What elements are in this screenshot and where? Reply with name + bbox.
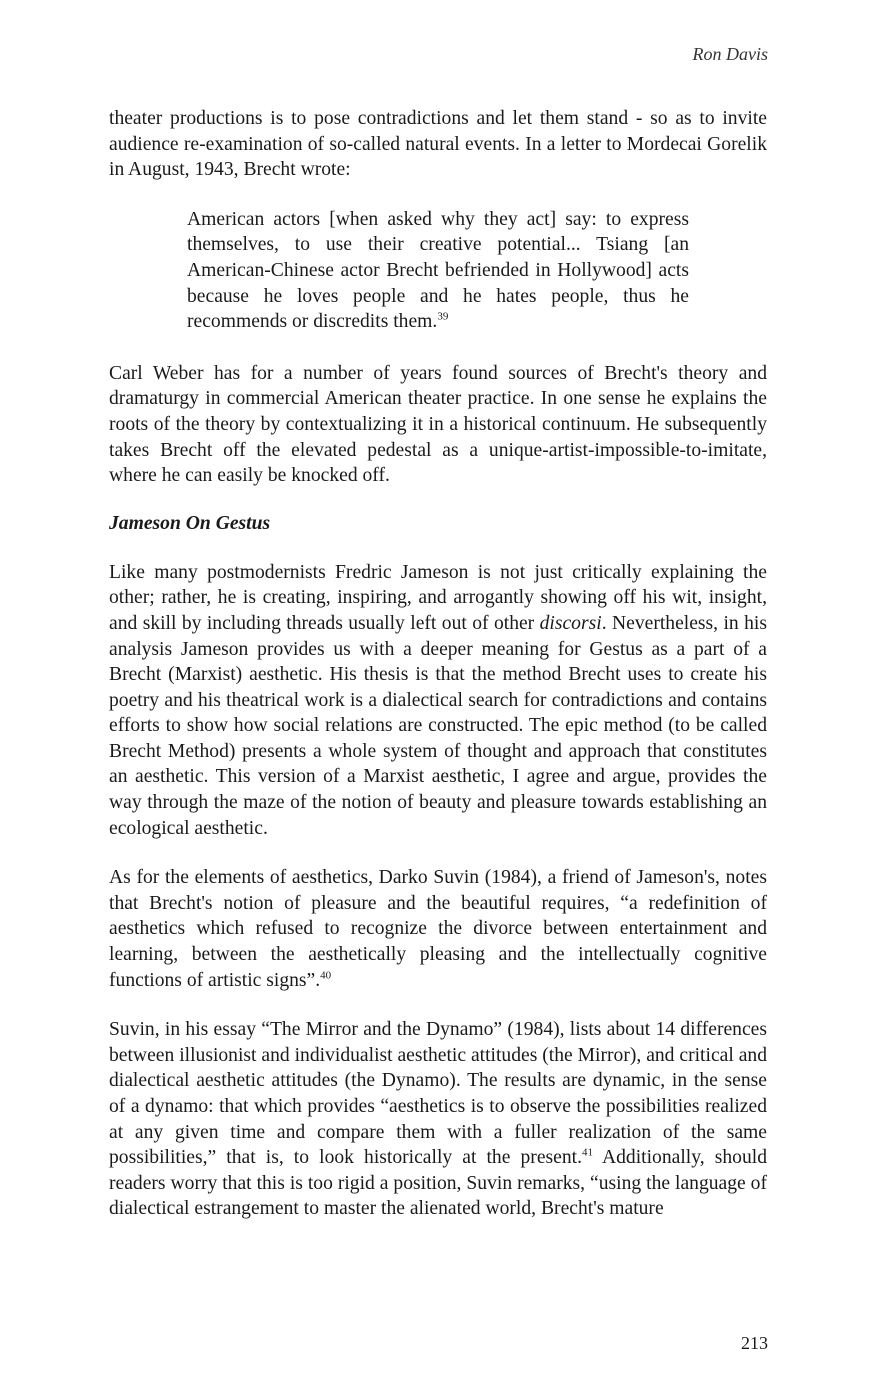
footnote-ref-41: 41 <box>581 1146 593 1159</box>
paragraph-2: Carl Weber has for a number of years found sources of Brecht's theory and dramaturgy in commercial American theater practice. In one sense he explains the roots of the theory by contextualizing it in a historical continuum. He subsequently takes Brecht off the elevated pedestal as a unique-artist-impossible-to-imitate, where he can easily be knocked off. <box>109 362 767 487</box>
paragraph-4-text: As for the elements of aesthetics, Darko Suvin (1984), a friend of Jameson's, notes that Brecht's notion of pleasure and the beautiful requires, “a redefinition of aesthetics which refused to recognize the divorce between entertainment and learning, between the aesthetically pleasing and the intellectually cognitive functions of artistic signs”. <box>109 867 767 991</box>
footnote-ref-39: 39 <box>437 310 449 323</box>
paragraph-3-part-2: . Nevertheless, in his analysis Jameson provides us with a deeper meaning for Gestus as a part of a Brecht (Marxist) aesthetic. His thesis is that the method Brecht uses to create his poetry and his theatrical work is a dialectical search for contradictions and contains efforts to show how social relations are constructed. The epic method (to be called Brecht Method) presents a whole system of thought and approach that constitutes an aesthetic. This version of a Marxist aesthetic, I agree and argue, provides the way through the maze of the notion of beauty and pleasure towards establishing an ecological aesthetic. <box>109 612 768 839</box>
page-number: 213 <box>741 1333 768 1353</box>
section-heading: Jameson On Gestus <box>109 512 271 534</box>
paragraph-5 <box>109 1017 767 1222</box>
paragraph-4 <box>109 865 767 993</box>
footnote-ref-40: 40 <box>320 969 332 982</box>
paragraph-1: theater productions is to pose contradictions and let them stand - so as to invite audience re-examination of so-called natural events. In a letter to Mordecai Gorelik in August, 1943, Brecht wrote: <box>109 108 767 181</box>
italic-term-discorsi: discorsi <box>539 612 602 634</box>
block-quote <box>187 207 689 335</box>
paragraph-3 <box>109 560 767 842</box>
paragraph-5-part-1: Suvin, in his essay “The Mirror and the Dynamo” (1984), lists about 14 differences between illusionist and individualist aesthetic attitudes (the Mirror), and critical and dialectical aesthetic attitudes (the Dynamo). The results are dynamic, in the sense of a dynamo: that which provides “aesthetics is to observe the possibilities realized at any given time and compare them with a fuller realization of the same possibilities,” that is, to look historically at the present. <box>109 1019 767 1169</box>
running-header-author: Ron Davis <box>692 44 768 64</box>
paragraph-5-part-2: Additionally, should readers worry that this is too rigid a position, Suvin remarks, “using the language of dialectical estrangement to master the alienated world, Brecht's mature <box>109 1147 767 1220</box>
page-body <box>109 106 767 1246</box>
paragraph-3-part-1: Like many postmodernists Fredric Jameson is not just critically explaining the other; rather, he is creating, inspiring, and arrogantly showing off his wit, insight, and skill by including threads usually left out of other <box>109 561 767 634</box>
block-quote-text: American actors [when asked why they act] say: to express themselves, to use their creative potential... Tsiang [an American-Chinese actor Brecht befriended in Hollywood] acts because he loves people and he hates people, thus he recommends or discredits them. <box>187 208 689 333</box>
